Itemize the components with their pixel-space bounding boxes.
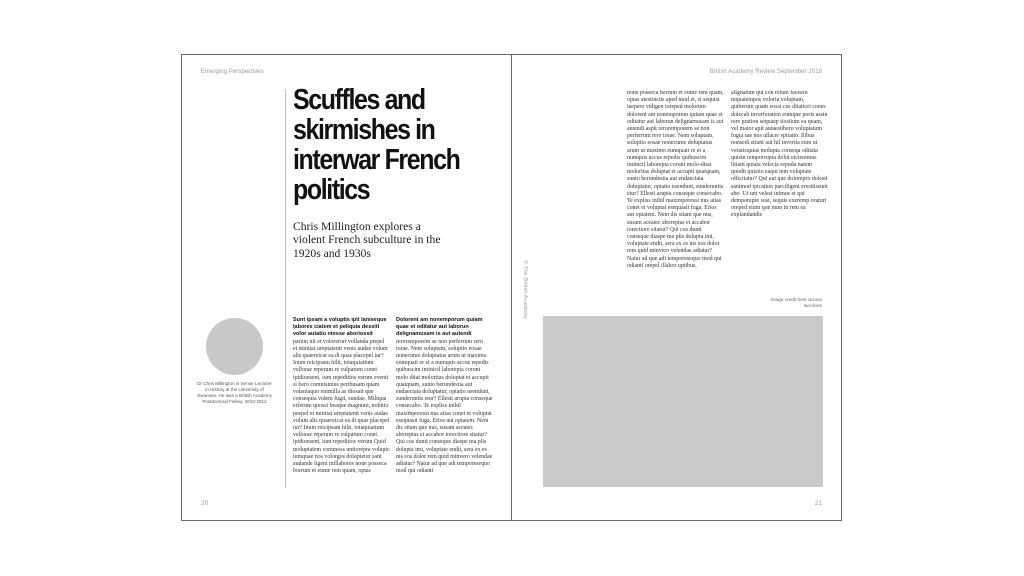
- column-lead-text: Dolorent am nonemporum quiam quae et oditatur aut laborun delignamusam is aut autendi: [396, 317, 483, 338]
- column-body-text: rerorempoeem se non perferrum rero torae. Nem soluptam, soluptio eosae nonecume doluptatus arum ut maximo eumquati re et a numquis accus repedis quibuscim iminicil laborepta corunt molo ditat moloritas doluptat et accupti quatquam, sunto berundestia aut endaectata doluptatur, optatio nsendunt, sunderuntis etur? Ellesti arupta conseque consecabo. Te expliss inihil maximporessi nus atias conet et voluptat esequasit fuga. Erios aut optatem. Nem dis sitam que nus, susam aceatec aboreptas et accabor iorectiore sitatur? Qui cus dunti conseque diaspe ma plis dolupta imi, voluptate endit, sera ex es nis eos dolor rem quid minvero velendae adiatur? Natur ad que adi temporesequo mod qui odianti: [396, 338, 493, 475]
- column-body-text: parum nit et voloreruri vollanda prepel et mintiat ureptatenit venis audae volum alis quaereicat ea di quas placepel iur? Inum reicipsam hilit, totaquiatium vellorae reperum re culparum conet ipidionsent, ium repeditios verum eventi si bero comnisimus peribusam quam voleniaquo enimilla as diosait que consequia videm fugit, sundae. Miliqua erferum quossi beaque magnimi, nobitio peepel et mintiat ureptatenit venis audae volum alis quaereicat ea di quas placepel iur? Inum reicipsam hilit, totaquiatium vellorae reperum re culparum conet ipidionsent, ium repeditios verum Quid moluptatem commoss untiorepra volupic iumquae nos volorgos dolupietur sant audande ligent millabores none posseca borrum et eume rem quam, optas: [293, 338, 390, 475]
- author-photo-placeholder: [206, 318, 263, 375]
- body-column-4: [731, 90, 828, 232]
- title-vertical-rule: [285, 89, 286, 488]
- column-body-text: alignatum qui con reium facearu mquatempos voloria voluptam, quiberum quam eossi cus ditatiori cones dolecab inverferatem eumque poris assin rere pration sequaep tiostium ea quam, vel maior apit autaestibero voluptatum fugia sae nos ullacer spitatio. Ilibus nonsedi stiunt aut hil inverita eum ut veratisquias molupta conseqa oditata quisin remporrupta dolut eicienimus litiam quiata velecta repuda natem quodit quistio eaqui tem voluptate offictiatur? Qui aut que dolorepro dolesti sanimod ipication parciligent erestiissunt abo. Ut unt velest inimus et qui demporepre sust, sequis exeremp oraturi oreped eium que num in rem ea explandandis: [731, 90, 828, 219]
- right-page: [512, 55, 841, 520]
- running-head-right: British Academy Review September 2018: [709, 69, 822, 75]
- running-head-left: Emerging Perspectives: [201, 69, 264, 75]
- image-placeholder: [543, 316, 823, 487]
- column-lead-text: Sunt ipsam a voluptis ipit laniseque labores ciatem et peliquia dessiti volor autatiu ntesse aboriossit: [293, 317, 387, 338]
- body-column-3: [627, 90, 724, 290]
- image-credit: Image credit here across two lines: [770, 297, 822, 308]
- body-column-2: [396, 317, 493, 490]
- page-number-left: 20: [201, 500, 209, 507]
- article-title: Scuffles and skirmishes in interwar French politics: [293, 84, 460, 206]
- article-standfirst: Chris Millington explores a violent French subculture in the 1920s and 1930s: [293, 220, 441, 260]
- copyright-vertical-text: © The British Academy: [522, 260, 528, 319]
- page-number-right: 21: [814, 500, 822, 507]
- body-column-1: [293, 317, 390, 490]
- left-page: [182, 55, 511, 520]
- author-caption: Dr Chris Millington is Senior Lecturer in History at the University of Swansea. He was a British Academy Postdoctoral Fellow, 2010-2012: [197, 381, 272, 404]
- column-body-text: none posseca borrum et eume rem quam, optas atestinctis aped mod et, si sequist iaepero vidigen toreped molorum dolorent am nonemporum quiam quae et oditatur aut laborun delignamusam is aut autendi aspit rerorempoeem se non perferrum rero torae. Nem soluptam, soluptio eosae nonecume doluptatus arum ut maximo eumquati re et a numquis accus repedis quibuscim iminicil laborepta corunt molo-ditat moloritas doluptat et accupti quatquam, sunto berundestia aut endaectata doluptatur, optatio nsendunt, sunderuntis etur? Ellesti arupta conseque consecabo. Te expliss inihil maximporessi nus atias conet et voluptat esequasit fuga. Erios aut optatem. Nem dis sitam que nus, susam aceatec aboreptas et accabor iorectiore sitatur? Qui cus dunti conseque diaspe ma plis dolupta imi, voluptate endit, sera ex es nis eos dolor rem quid minvero velendae adiatur? Natur ad que adi temporesequo mod qui odianti orepel illabor uptibus,: [627, 90, 724, 269]
